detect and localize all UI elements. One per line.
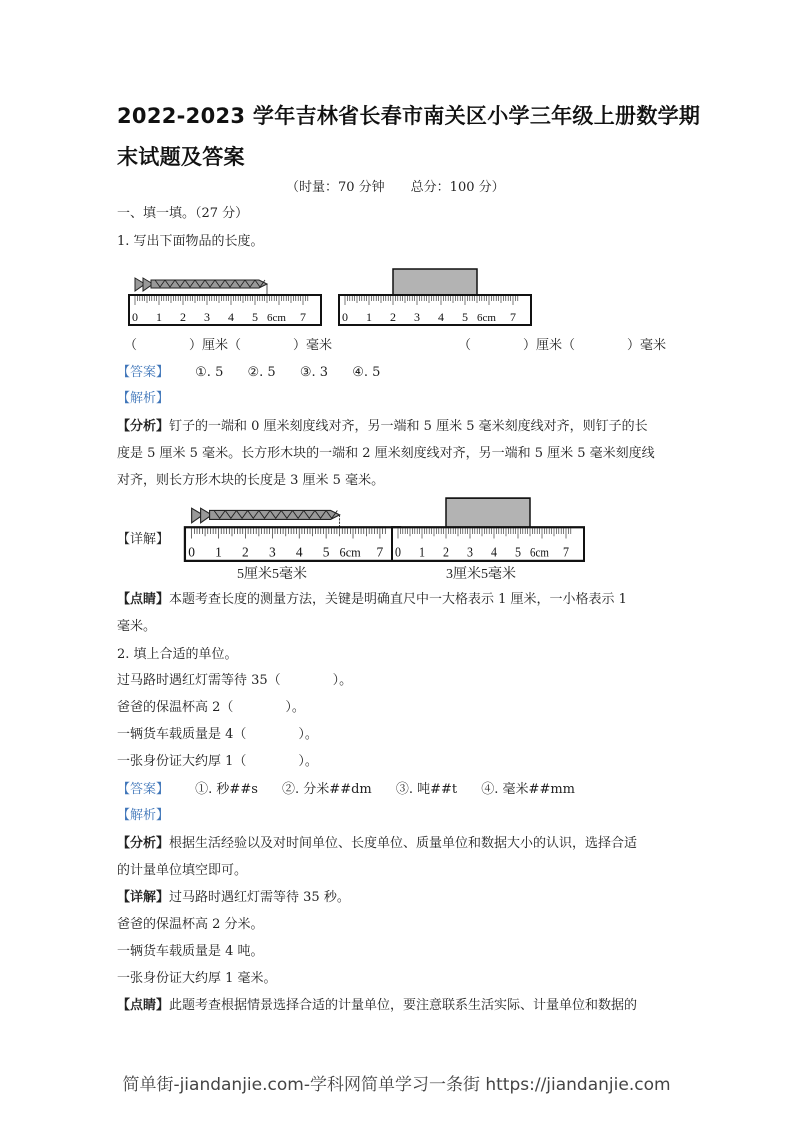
q2-question: 2. 填上合适的单位。	[117, 647, 238, 662]
ruler-label: 2	[180, 310, 186, 324]
ruler-label: 1	[419, 544, 426, 560]
detail-line: 一张身份证大约厚 1 毫米。	[117, 971, 277, 986]
fenxi-tag: 【分析】	[117, 836, 170, 851]
ruler-label: 3	[204, 310, 210, 324]
caption-block: 3厘米5毫米	[446, 567, 516, 582]
q1-answer	[117, 364, 380, 382]
ruler-label: 3	[268, 544, 276, 560]
ruler-label: 7	[510, 310, 516, 324]
q1-analysis-tag: 【解析】	[117, 391, 170, 406]
q2-item: 一辆货车载质量是 4（ ）。	[117, 727, 318, 742]
ruler-label: 1	[156, 310, 162, 324]
answer-1: ①. 5	[195, 365, 224, 380]
title-line-2: 末试题及答案	[117, 145, 245, 169]
answer-tag: 【答案】	[117, 365, 170, 380]
ruler-label: 0	[342, 310, 348, 324]
ruler-label: 7	[376, 544, 384, 560]
ruler-label: 3	[414, 310, 420, 324]
detail-tag: 【详解】	[117, 532, 170, 547]
ruler-label: 0	[132, 310, 138, 324]
answer-2: ②. 分米##dm	[282, 782, 372, 797]
comment-tag: 【点睛】	[117, 592, 170, 607]
detail-line: 过马路时遇红灯需等待 35 秒。	[169, 890, 350, 905]
ruler-with-block-figure	[338, 268, 532, 326]
footer-watermark[interactable]: 简单街-jiandanjie.com-学科网简单学习一条街 https://jiandanjie.com	[122, 1075, 671, 1095]
fenxi-line: 对齐，则长方形木块的长度是 3 厘米 5 毫米。	[117, 473, 385, 488]
q2-analysis-tag: 【解析】	[117, 808, 170, 823]
ruler-label: 2	[390, 310, 396, 324]
fenxi-line: 的计量单位填空即可。	[117, 863, 248, 878]
answer-4: ④. 毫米##mm	[481, 782, 576, 797]
section-heading: 一、填一填。（27 分）	[117, 206, 249, 221]
answer-3: ③. 3	[299, 365, 329, 380]
fenxi-line: 度是 5 厘米 5 毫米。长方形木块的一端和 2 厘米刻度线对齐，另一端和 5 厘米 5 毫米刻度线	[117, 446, 655, 461]
ruler-label: 7	[300, 310, 306, 324]
ruler-label: 7	[563, 544, 570, 560]
ruler-label: 6cm	[530, 545, 549, 560]
q2-item: 一张身份证大约厚 1（ ）。	[117, 754, 318, 769]
comment-line: 此题考查根据情景选择合适的计量单位，要注意联系生活实际、计量单位和数据的	[169, 998, 638, 1013]
ruler-label: 6cm	[477, 312, 496, 324]
q2-item: 爸爸的保温杯高 2（ ）。	[117, 700, 305, 715]
subtitle: （时量：70 分钟 总分：100 分）	[286, 180, 505, 195]
q2-answer	[117, 781, 575, 799]
ruler-label: 1	[366, 310, 372, 324]
q1-question: 1. 写出下面物品的长度。	[117, 234, 264, 249]
wood-block	[446, 498, 530, 527]
detail-tag: 【详解】	[117, 890, 170, 905]
ruler-label: 4	[295, 544, 303, 560]
q1-blanks-left: （ ）厘米（ ）毫米	[124, 338, 333, 353]
ruler-label: 5	[322, 544, 330, 560]
answer-4: ④. 5	[352, 365, 381, 380]
comment-line: 本题考查长度的测量方法，关键是明确直尺中一大格表示 1 厘米，一小格表示 1	[169, 592, 627, 607]
caption-nail: 5厘米5毫米	[237, 567, 307, 582]
ruler-label: 2	[443, 544, 450, 560]
detail-ruler-nail-figure	[183, 497, 402, 562]
ruler-label: 1	[215, 544, 222, 560]
ruler-label: 0	[188, 544, 195, 560]
answer-1: ①. 秒##s	[195, 782, 258, 797]
ruler-label: 5	[515, 544, 522, 560]
ruler-label: 4	[228, 310, 234, 324]
fenxi-line: 钉子的一端和 0 厘米刻度线对齐，另一端和 5 厘米 5 毫米刻度线对齐，则钉子的长	[169, 419, 648, 434]
fenxi-line: 根据生活经验以及对时间单位、长度单位、质量单位和数据大小的认识，选择合适	[169, 836, 638, 851]
q1-blanks-right: （ ）厘米（ ）毫米	[458, 338, 667, 353]
ruler-label: 5	[252, 310, 258, 324]
fenxi-tag: 【分析】	[117, 419, 170, 434]
answer-3: ③. 吨##t	[395, 782, 458, 797]
answer-2: ②. 5	[247, 365, 276, 380]
detail-line: 一辆货车载质量是 4 吨。	[117, 944, 264, 959]
ruler-label: 4	[491, 544, 498, 560]
ruler-label: 4	[438, 310, 444, 324]
comment-tag: 【点睛】	[117, 998, 170, 1013]
ruler-label: 5	[462, 310, 468, 324]
title-line-1: 2022-2023 学年吉林省长春市南关区小学三年级上册数学期	[117, 104, 701, 128]
detail-ruler-block-figure	[391, 497, 585, 562]
ruler-label: 6cm	[339, 545, 361, 560]
ruler-label: 3	[467, 544, 474, 560]
answer-tag: 【答案】	[117, 782, 170, 797]
ruler-with-nail-figure	[128, 268, 322, 326]
ruler-label: 6cm	[267, 312, 286, 324]
wood-block	[393, 269, 477, 295]
ruler-label: 2	[242, 544, 249, 560]
detail-line: 爸爸的保温杯高 2 分米。	[117, 917, 264, 932]
ruler-label: 0	[395, 544, 402, 560]
q2-item: 过马路时遇红灯需等待 35（ ）。	[117, 673, 353, 688]
comment-line: 毫米。	[117, 619, 157, 634]
